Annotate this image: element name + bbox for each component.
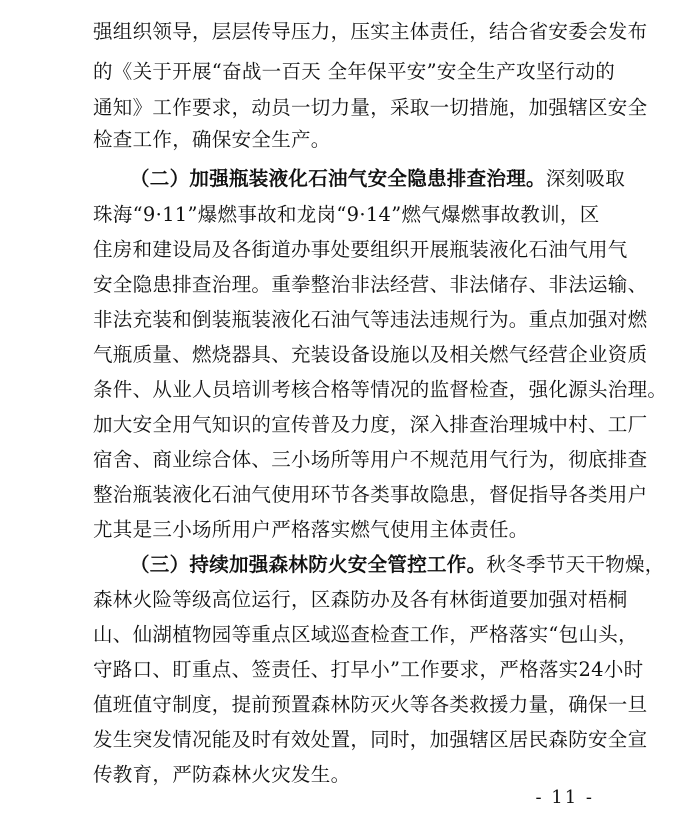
body-text-line-21: 发生突发情况能及时有效处置，同时，加强辖区居民森防安全宣 [93,728,648,751]
body-text-line-7: 住房和建设局及各街道办事处要组织开展瓶装液化石油气用气 [93,238,628,261]
body-text-line-3: 通知》工作要求，动员一切力量，采取一切措施，加强辖区安全 [93,96,648,119]
body-text-line-10: 气瓶质量、燃烧器具、充装设备设施以及相关燃气经营企业资质 [93,343,648,366]
body-text-line-14: 整治瓶装液化石油气使用环节各类事故隐患，督促指导各类用户 [93,483,648,506]
body-text-line-11: 条件、从业人员培训考核合格等情况的监督检查，强化源头治理。 [93,378,668,401]
section-three-first-line: （三）持续加强森林防火安全管控工作。秋冬季节天干物燥， [130,553,665,576]
body-text-line-8: 安全隐患排查治理。重拳整治非法经营、非法储存、非法运输、 [93,273,648,296]
body-text-line-9: 非法充装和倒装瓶装液化石油气等违法违规行为。重点加强对燃 [93,308,648,331]
section-three-heading: （三）持续加强森林防火安全管控工作。 [130,553,487,576]
body-text-line-22: 传教育，严防森林火灾发生。 [93,763,351,786]
section-two-heading: （二）加强瓶装液化石油气安全隐患排查治理。 [130,167,546,190]
body-text-line-4: 检查工作，确保安全生产。 [93,128,331,151]
body-text-line-20: 值班值守制度，提前预置森林防灭火等各类救援力量，确保一旦 [93,693,648,716]
body-text-line-2: 的《关于开展“奋战一百天 全年保平安”安全生产攻坚行动的 [93,60,616,83]
body-text-line-6: 珠海“9·11”爆燃事故和龙岗“9·14”燃气爆燃事故教训，区 [93,203,600,226]
body-text-line-15: 尤其是三小场所用户严格落实燃气使用主体责任。 [93,518,529,541]
body-text-line-1: 强组织领导，层层传导压力，压实主体责任，结合省安委会发布 [93,20,648,43]
body-text-line-12: 加大安全用气知识的宣传普及力度，深入排查治理城中村、工厂 [93,413,648,436]
section-two-first-line: （二）加强瓶装液化石油气安全隐患排查治理。深刻吸取 [130,167,626,190]
body-text-line-13: 宿舍、商业综合体、三小场所等用户不规范用气行为，彻底排查 [93,448,648,471]
body-text-line-18: 山、仙湖植物园等重点区域巡查检查工作，严格落实“包山头， [93,623,638,646]
body-text-line-19: 守路口、盯重点、签责任、打早小”工作要求，严格落实24小时 [93,658,644,681]
body-text-line-17: 森林火险等级高位运行，区森防办及各有林街道要加强对梧桐 [93,588,628,611]
page-number: - 11 - [535,787,594,808]
